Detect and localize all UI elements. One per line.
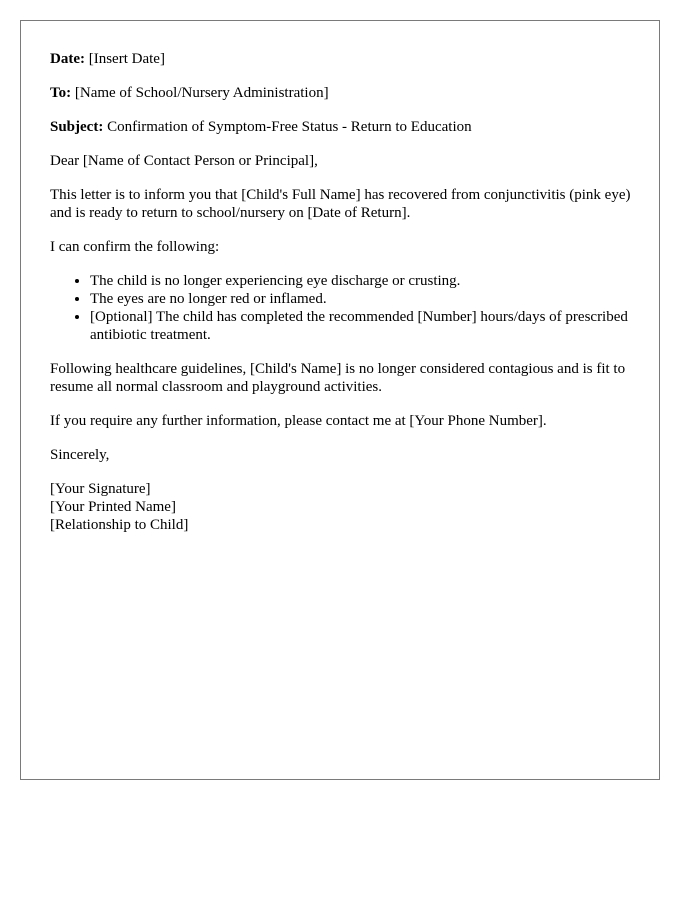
- intro-paragraph: This letter is to inform you that [Child's Full Name] has recovered from conjunctivitis (pink eye) and is ready to return to school/nursery on [Date of Return].: [50, 187, 631, 221]
- list-item: • The child is no longer experiencing eye discharge or crusting.: [90, 272, 635, 290]
- letter-body: [50, 50, 635, 550]
- guidelines-paragraph: Following healthcare guidelines, [Child's Name] is no longer considered contagious and is fit to resume all normal classroom and playground activities.: [50, 361, 626, 395]
- letter-page: [20, 20, 660, 780]
- salutation: Dear [Name of Contact Person or Principal],: [50, 153, 318, 169]
- relationship: [Relationship to Child]: [50, 517, 189, 533]
- closing: Sincerely,: [50, 447, 110, 463]
- signature-placeholder: [Your Signature]: [50, 481, 151, 497]
- contact-paragraph: If you require any further information, please contact me at [Your Phone Number].: [50, 413, 547, 429]
- to-line: [50, 84, 635, 102]
- list-item: • The eyes are no longer red or inflamed.: [90, 290, 635, 308]
- to-label: To:: [50, 85, 72, 101]
- date-value: [Insert Date]: [88, 51, 165, 67]
- confirm-intro: I can confirm the following:: [50, 239, 220, 255]
- list-item: • [Optional] The child has completed the recommended [Number] hours/days of prescribed antibiotic treatment.: [90, 308, 635, 344]
- date-label: Date:: [50, 51, 85, 67]
- subject-label: Subject:: [50, 119, 104, 135]
- printed-name: [Your Printed Name]: [50, 499, 176, 515]
- confirmation-list: [50, 272, 635, 344]
- date-line: [50, 50, 635, 68]
- subject-line: [50, 118, 635, 136]
- signature-block: [50, 480, 635, 534]
- subject-value: Confirmation of Symptom-Free Status - Return to Education: [107, 119, 472, 135]
- to-value: [Name of School/Nursery Administration]: [74, 85, 329, 101]
